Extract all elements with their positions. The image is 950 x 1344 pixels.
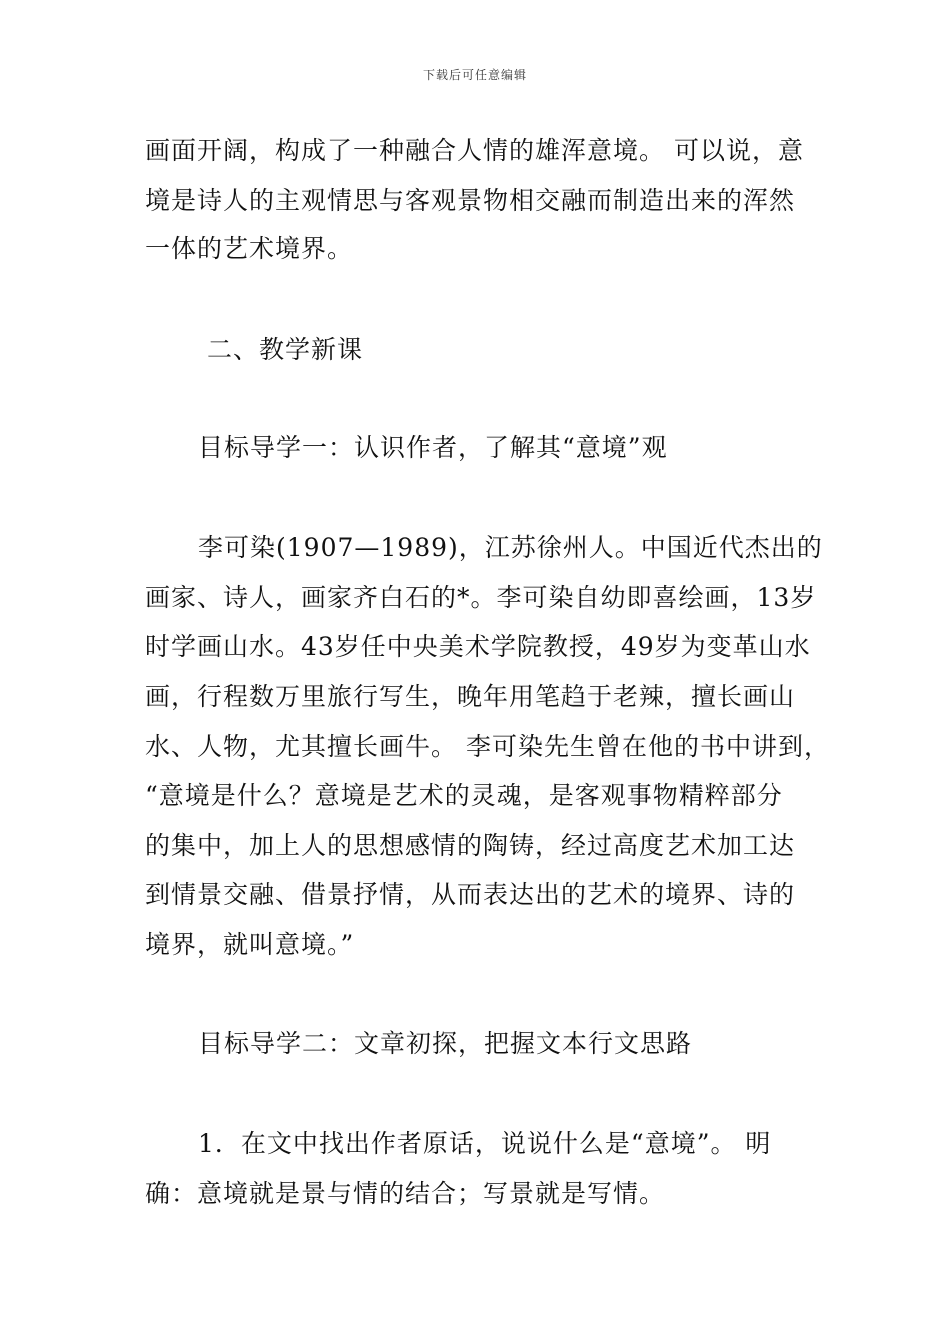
goal-2-heading: 目标导学二：文章初探，把握文本行文思路 [198,1029,693,1058]
paragraph-1-line-3: 一体的艺术境界。 [145,234,354,263]
paragraph-2-line-6: “意境是什么？意境是艺术的灵魂，是客观事物精粹部分 [145,781,783,810]
paragraph-3-line-2: 确：意境就是景与情的结合；写景就是写情。 [145,1179,666,1208]
paragraph-2-line-1: 李可染(1907—1989)，江苏徐州人。中国近代杰出的 [198,533,823,562]
paragraph-2-line-9: 境界，就叫意境。” [145,930,355,959]
paragraph-2-line-2: 画家、诗人，画家齐白石的*。李可染自幼即喜绘画，13岁 [145,583,817,612]
paragraph-2-line-4: 画，行程数万里旅行写生，晚年用笔趋于老辣，擅长画山 [145,682,796,711]
paragraph-2-line-8: 到情景交融、借景抒情，从而表达出的艺术的境界、诗的 [145,880,796,909]
page-header-note: 下载后可任意编辑 [422,68,527,82]
section-heading: 二、教学新课 [207,335,364,364]
paragraph-3-line-1: 1．在文中找出作者原话，说说什么是“意境”。 明 [198,1129,772,1158]
paragraph-2-line-3: 时学画山水。43岁任中央美术学院教授，49岁为变革山水 [145,632,811,661]
paragraph-2-line-5: 水、人物，尤其擅长画牛。 李可染先生曾在他的书中讲到， [145,732,830,761]
paragraph-1-line-1: 画面开阔，构成了一种融合人情的雄浑意境。 可以说，意 [145,136,804,165]
paragraph-1-line-2: 境是诗人的主观情思与客观景物相交融而制造出来的浑然 [145,186,796,215]
goal-1-heading: 目标导学一：认识作者，了解其“意境”观 [198,433,668,462]
paragraph-2-line-7: 的集中，加上人的思想感情的陶铸，经过高度艺术加工达 [145,831,796,860]
